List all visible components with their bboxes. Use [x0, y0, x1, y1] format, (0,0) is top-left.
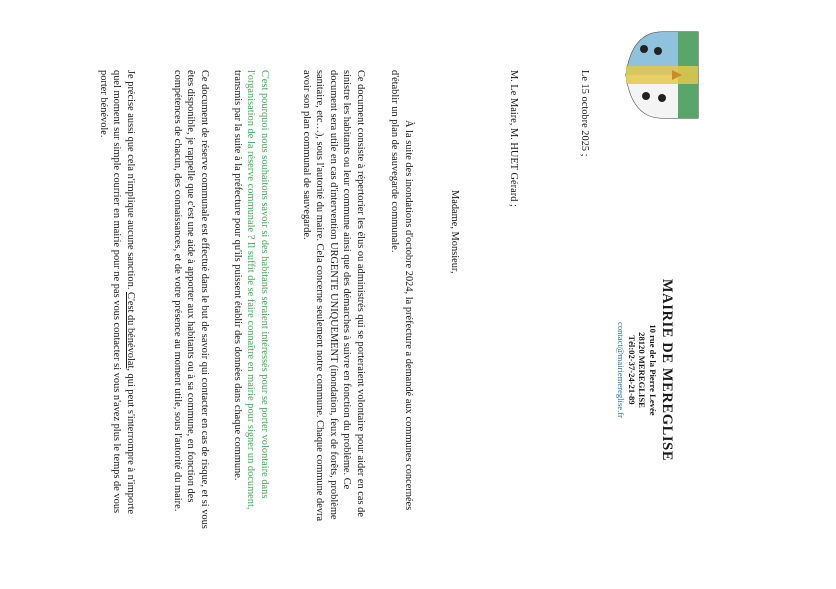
header-city: 28120 MEREGLISE [637, 332, 648, 408]
paragraph-4: Ce document de réserve communale est effectué dans le but de savoir qui contacter en cas de risque, et si vous êtes disponible, je rappelle que c'est une aide à apporter aux habitants ou à sa commune, en fonction des compétences de chacun, des connaissances, et de votre présence au moment utile, sous l'autorité du maire. [171, 70, 210, 529]
letter-date: Le 15 octobre 2025 ; [579, 70, 590, 157]
paragraph-2: Ce document consiste à répertorier les élus ou administrés qui se porteraient volontaire pour aider en cas de sinistre les habitants ou leur commune ainsi que des démarches à suivre en fonction du problème. Ce document sera utile en cas d'intervention URGENTE UNIQUEMENT (inondation, feux de forêts, problème sanitaire, etc…), sous l'autorité du maire. Cela concerne seulement notre commune. Chaque commune devra avoir son plan communal de sauvegarde. [300, 70, 366, 522]
letter-salutation: Madame, Monsieur, [449, 190, 460, 274]
paragraph-5-end: , qui peut s'interrompre à n'importe quel moment sur simple courrier en mairie pour ne pas vous contacter si vous n'avez plus le temps de vous porter bénévole. [97, 70, 136, 515]
paragraph-3 [230, 70, 271, 530]
letter-addressee: M. Le Maire, M. HUET Gérard ; [508, 70, 519, 207]
paragraph-5-start: Je précise aussi que cela n'implique aucune sanction. [125, 70, 136, 293]
header-phone: Tél:02-37-24-21-89 [627, 335, 637, 405]
municipal-crest-emblem [624, 26, 702, 124]
paragraph-5 [96, 70, 137, 530]
mairie-title: MAIRIE DE MEREGLISE [659, 278, 675, 462]
letterhead [616, 230, 676, 510]
paragraph-3-rest: transmis par la suite à la préfecture pour qu'ils puissent établir des données dans chaque commune. [231, 70, 243, 481]
header-street: 10 rue de la Pierre Levée [648, 324, 658, 416]
paragraph-1: À la suite des inondations d'octobre 2024, la préfecture a demandé aux communes concernées d'établir un plan de sauvegarde communale. [389, 70, 414, 511]
paragraph-5-underlined: C'est du bénévolat [125, 292, 136, 369]
header-email: contact@mairiemereglise.fr [616, 322, 627, 418]
paragraph-3-highlight: C'est pourquoi nous souhaitons savoir si des habitants seraient intéressés pour se porter volontaire dans l'organisation de la réserve communale ? Il suffit de se faire connaître en mairie pour signer un document, [245, 70, 270, 510]
